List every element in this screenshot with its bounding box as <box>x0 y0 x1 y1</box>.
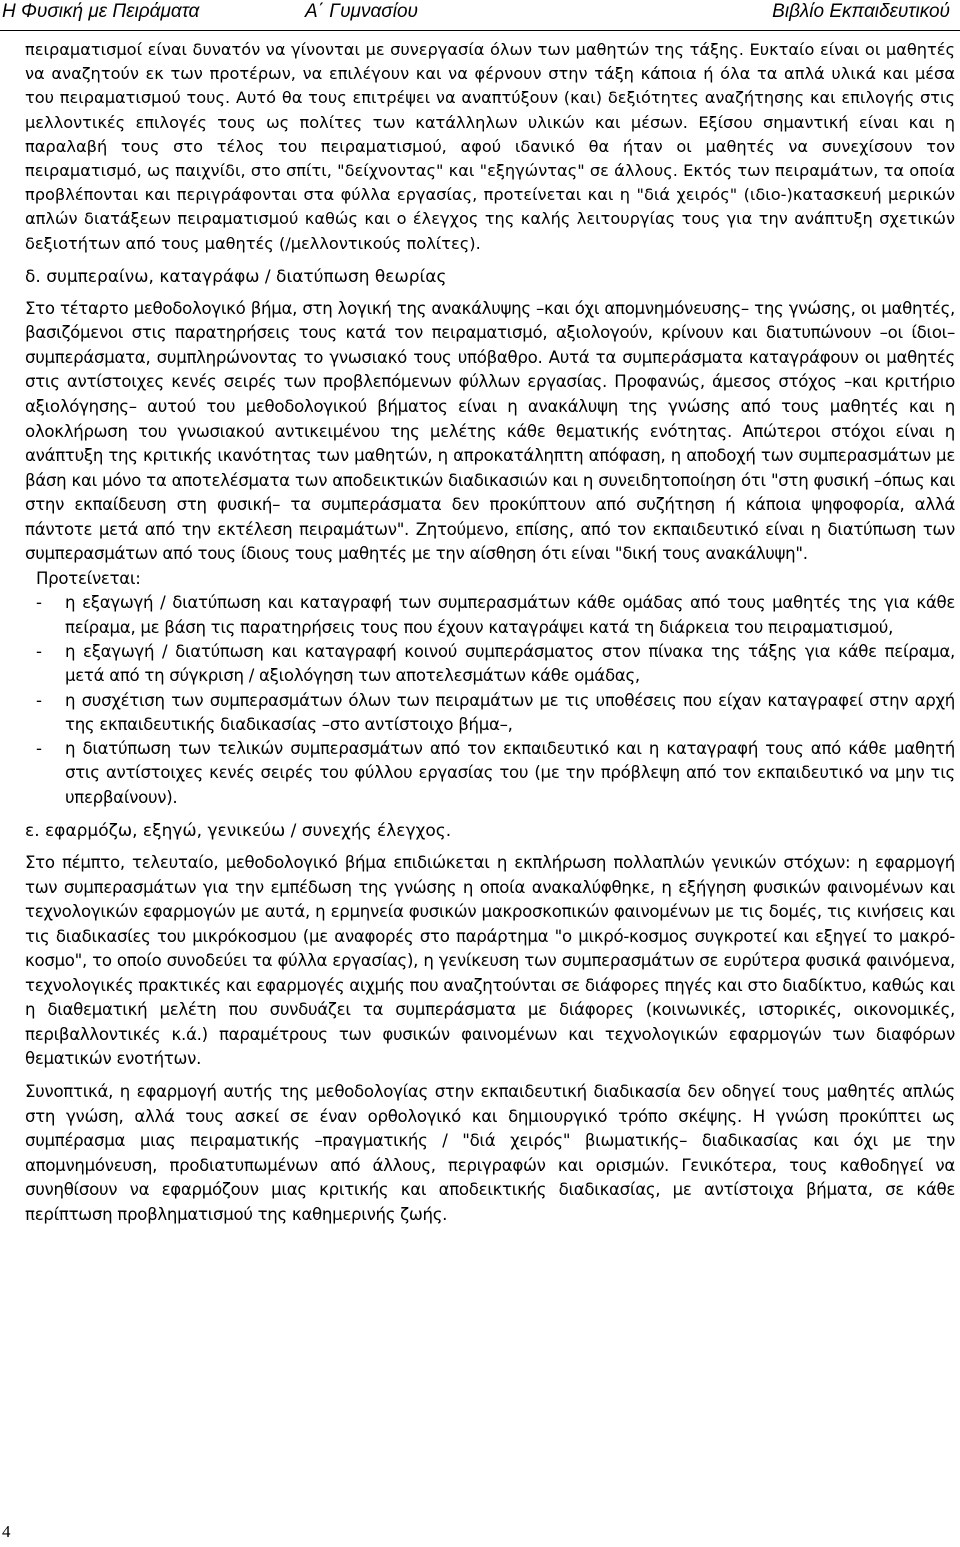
list-dash: - <box>36 641 42 661</box>
list-item <box>25 689 955 738</box>
proposed-label: Προτείνεται: <box>36 568 141 588</box>
section-heading-d: δ. συμπεραίνω, καταγράφω / διατύπωση θεωρίας <box>25 266 447 287</box>
section-heading-e: ε. εφαρμόζω, εξηγώ, γενικεύω / συνεχής έλεγχος. <box>25 821 452 842</box>
page-body <box>25 38 955 1227</box>
list-dash: - <box>36 739 42 759</box>
list-item <box>25 640 955 689</box>
list-dash: - <box>36 690 42 710</box>
list-dash: - <box>36 593 42 613</box>
list-item <box>25 737 955 810</box>
header-book-type: Βιβλίο Εκπαιδευτικού <box>772 1 950 22</box>
header-book-title: Η Φυσική με Πειράματα <box>2 1 200 22</box>
paragraph-step-five: Στο πέμπτο, τελευταίο, μεθοδολογικό βήμα επιδιώκεται η εκπλήρωση πολλαπλών γενικών στόχων: η εφαρμογή των συμπερασμάτων για την εμπέδωση της γνώσης η οποία ανακαλύφθηκε, η εξήγηση φυσικών φαινομένων και τεχνολογικών εφαρμογών με αυτά, η ερμηνεία φυσικών μακροσκοπικών φαινομένων με τις δομές, τις κινήσεις και τις διαδικασίες του μικρόκοσμου (με αναφορές στο παράρτημα "ο μικρό-κοσμος συγκροτεί και εξηγεί το μακρό-κοσμο", το οποίο συνοδεύει τα φύλλα εργασίας), η γενίκευση των συμπερασμάτων σε ευρύτερα φυσικά φαινόμενα, τεχνολογικές πρακτικές και εφαρμογές αιχμής που αναζητούνται σε διάφορες πηγές και στο διαδίκτυο, καθώς και η διαθεματική μελέτη που συνδυάζει τα συμπεράσματα με διάφορες (κοινωνικές, ιστορικές, οικονομικές, περιβαλλοντικές κ.ά.) παραμέτρους των φυσικών φαινομένων και τεχνολογικών εφαρμογών των διαφόρων θεματικών ενοτήτων. <box>25 853 955 1069</box>
proposal-list <box>25 591 955 810</box>
paragraph-materials: πειραματισμοί είναι δυνατόν να γίνονται με συνεργασία όλων των μαθητών της τάξης. Ευκταίο είναι οι μαθητές να αναζητούν εκ των προτέρων, να επιλέγουν και να φέρνουν στην τάξη κάποια ή όλα τα απλά υλικά και μέσα του πειραματισμού τους. Αυτό θα τους επιτρέψει να αναπτύξουν (και) δεξιότητες αναζήτησης και επιλογής στις μελλοντικές επιλογές τους ως πολίτες των κατάλληλων υλικών και μέσων. Εξίσου σημαντική είναι και η παραλαβή τους στο τέλος του πειραματισμού, αφού ιδανικό θα ήταν οι μαθητές να συνεχίσουν τον πειραματισμό, ως παιχνίδι, στο σπίτι, "δείχνοντας" και "εξηγώντας" σε άλλους. Εκτός των πειραμάτων, τα οποία προβλέπονται και περιγράφονται στα φύλλα εργασίας, προτείνεται και η "διά χειρός" (ιδιο-)κατασκευή μερικών απλών διατάξεων πειραματισμού καθώς και ο έλεγχος της καλής λειτουργίας τους για την ανάπτυξη σχετικών δεξιοτήτων από τους μαθητές (/μελλοντικούς πολίτες). <box>25 40 955 253</box>
list-item-text: η διατύπωση των τελικών συμπερασμάτων από τον εκπαιδευτικό και η καταγραφή τους από κάθε μαθητή στις αντίστοιχες κενές σειρές του φύλλου εργασίας του (με την πρόβλεψη από τον εκπαιδευτικό να μην τις υπερβαίνουν). <box>65 739 955 807</box>
page-number: 4 <box>2 1522 11 1541</box>
paragraph-step-four: Στο τέταρτο μεθοδολογικό βήμα, στη λογική της ανακάλυψης –και όχι απομνημόνευσης– της γνώσης, οι μαθητές, βασιζόμενοι στις παρατηρήσεις τους κατά τον πειραματισμό, αξιολογούν, κρίνουν και διατυπώνουν –οι ίδιοι– συμπεράσματα, συμπληρώνοντας το γνωσιακό τους υπόβαθρο. Αυτά τα συμπεράσματα καταγράφουν οι μαθητές στις αντίστοιχες κενές σειρές των προβλεπόμενων φύλλων εργασίας. Προφανώς, άμεσος στόχος –και κριτήριο αξιολόγησης– αυτού του μεθοδολογικού βήματος είναι η ανακάλυψη της γνώσης από τους μαθητές και η ολοκλήρωση του γνωσιακού αντικειμένου της μελέτης κάθε θεματικής ενότητας. Απώτεροι στόχοι είναι η ανάπτυξη της κριτικής ικανότητας των μαθητών, η απροκατάληπτη απόφαση, η αποδοχή των συμπερασμάτων με βάση και μόνο τα αποτελέσματα των αποδεικτικών διαδικασιών και η συνειδητοποίηση ότι "στη φυσική –όπως και στην εκπαίδευση στη φυσική– τα συμπεράσματα δεν προκύπτουν από συζήτηση ή κάποια ψηφοφορία, αλλά πάντοτε μετά από την εκτέλεση πειραμάτων". Ζητούμενο, επίσης, από τον εκπαιδευτικό είναι η διατύπωση των συμπερασμάτων από τους ίδιους τους μαθητές με την αίσθηση ότι είναι "δική τους ανακάλυψη". <box>25 298 955 564</box>
list-item-text: η εξαγωγή / διατύπωση και καταγραφή των συμπερασμάτων κάθε ομάδας από τους μαθητές της για κάθε πείραμα, με βάση τις παρατηρήσεις τους που έχουν καταγράψει κατά τη διάρκεια του πειραματισμού, <box>65 593 955 637</box>
list-item-text: η εξαγωγή / διατύπωση και καταγραφή κοινού συμπεράσματος στον πίνακα της τάξης για κάθε πείραμα, μετά από τη σύγκριση / αξιολόγηση των αποτελεσμάτων κάθε ομάδας, <box>65 641 955 686</box>
page-header <box>0 0 960 40</box>
header-rule <box>0 30 960 31</box>
list-item <box>25 591 955 640</box>
paragraph-summary: Συνοπτικά, η εφαρμογή αυτής της μεθοδολογίας στην εκπαιδευτική διαδικασία δεν οδηγεί τους μαθητές απλώς στη γνώση, αλλά τους ασκεί σε έναν ορθολογικό και δημιουργικό τρόπο σκέψης. Η γνώση προκύπτει ως συμπέρασμα μιας πειραματικής –πραγματικής / "διά χειρός" βιωματικής– διαδικασίας και όχι με την απομνημόνευση, προδιατυπωμένων από άλλους, περιγραφών και ορισμών. Γενικότερα, τους καθοδηγεί να συνηθίσουν να εφαρμόζουν μιας κριτικής και αποδεικτικής διαδικασίας, με αντίστοιχα βήματα, σε κάθε περίπτωση προβληματισμού της καθημερινής ζωής. <box>25 1081 955 1224</box>
header-grade: Α΄ Γυμνασίου <box>305 1 418 22</box>
list-item-text: η συσχέτιση των συμπερασμάτων όλων των πειραμάτων με τις υποθέσεις που είχαν καταγραφεί στην αρχή της εκπαιδευτικής διαδικασίας –στο αντίστοιχο βήμα–, <box>65 690 955 734</box>
